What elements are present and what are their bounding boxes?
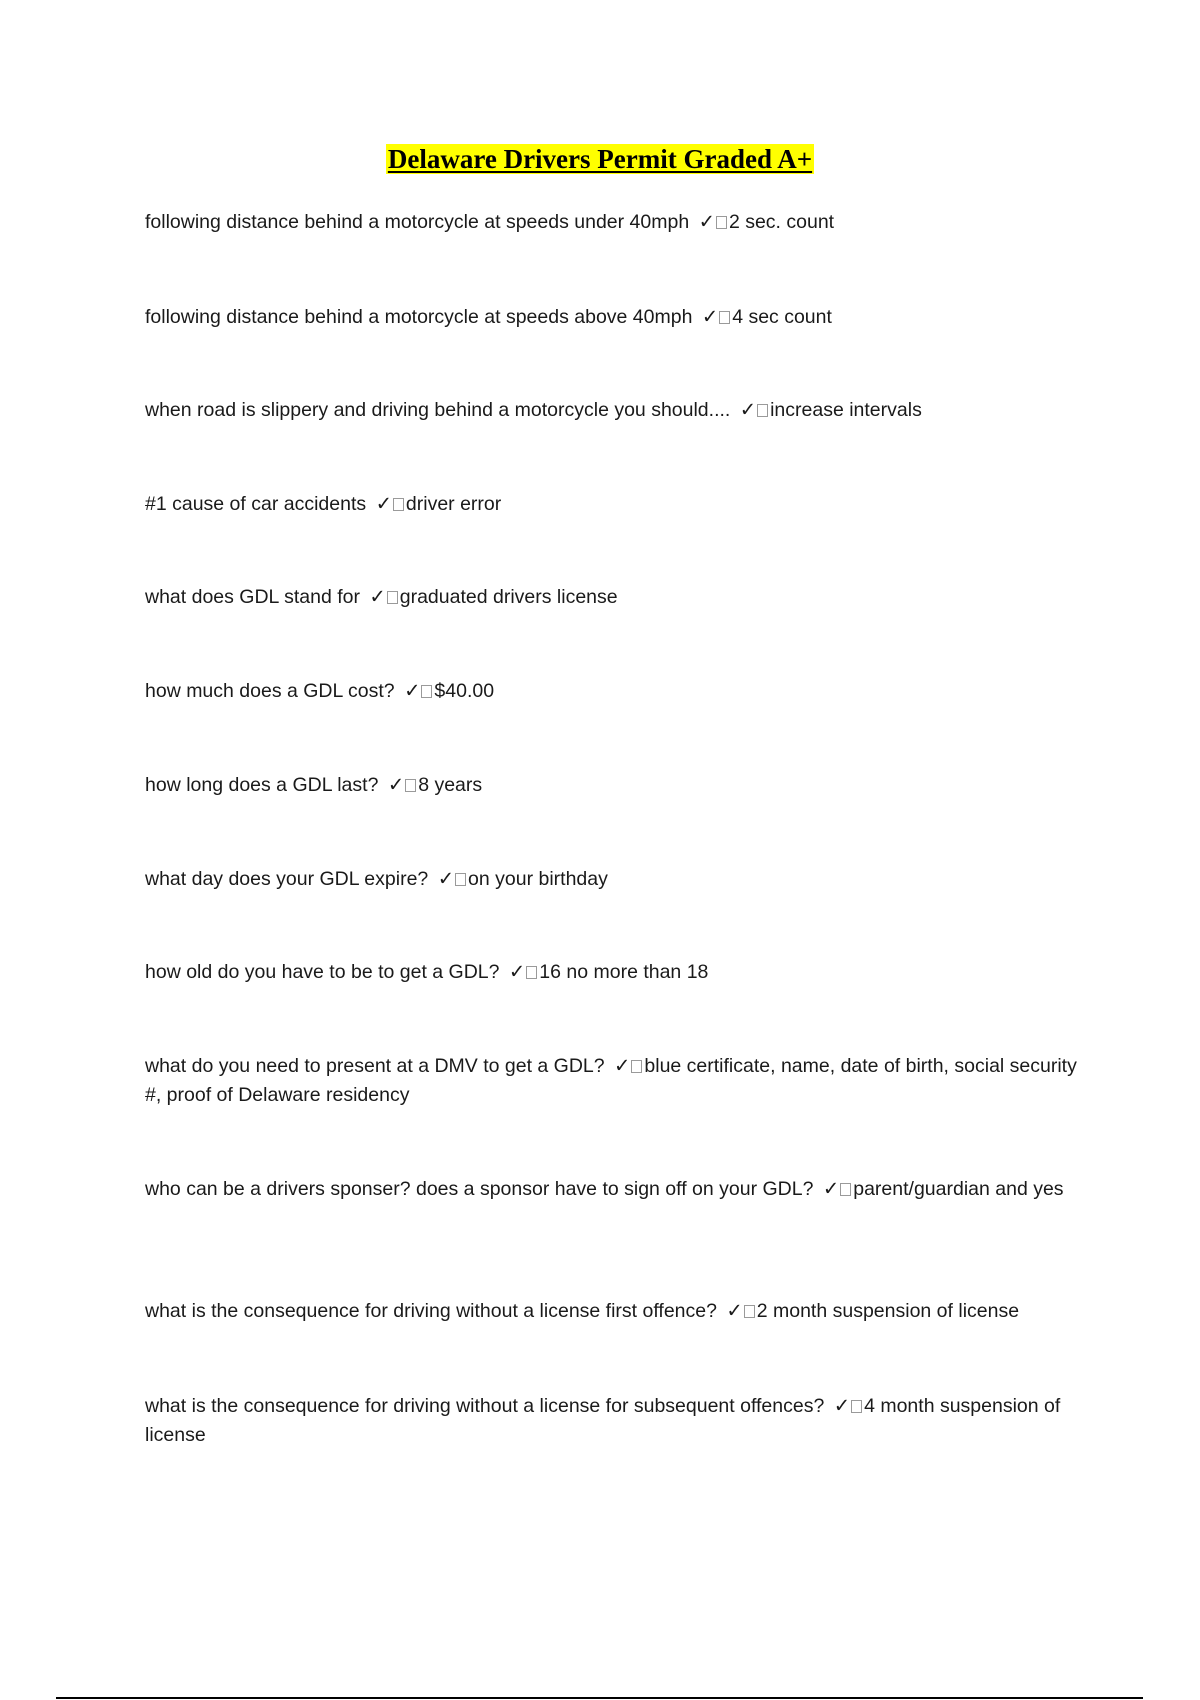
answer-text: $40.00 [434, 680, 495, 702]
check-icon: ✓ [387, 773, 405, 796]
question-text: how old do you have to be to get a GDL? [145, 961, 500, 983]
check-icon: ✓ [369, 585, 386, 608]
question-text: following distance behind a motorcycle at speeds above 40mph [145, 306, 693, 328]
answer-text: 2 month suspension of license [756, 1300, 1020, 1322]
checkbox-square-icon [719, 311, 730, 324]
checkbox-square-icon [744, 1305, 755, 1318]
check-icon: ✓ [701, 305, 719, 328]
qa-item [145, 1051, 1085, 1110]
checkbox-square-icon [455, 873, 466, 886]
check-icon: ✓ [698, 210, 715, 233]
question-text: what is the consequence for driving without a license for subsequent offences? [145, 1395, 825, 1417]
qa-item [145, 957, 1085, 987]
qa-item [145, 395, 1085, 425]
qa-item [145, 1174, 1085, 1204]
answer-text: increase intervals [770, 399, 922, 421]
question-text: what day does your GDL expire? [145, 868, 429, 890]
checkbox-square-icon [757, 404, 768, 417]
checkbox-square-icon [387, 591, 398, 604]
answer-text: 8 years [418, 774, 483, 796]
question-text: who can be a drivers sponser? does a sponsor have to sign off on your GDL? [145, 1178, 814, 1200]
checkbox-square-icon [840, 1183, 851, 1196]
qa-item [145, 207, 1085, 237]
check-icon: ✓ [739, 398, 757, 421]
check-icon: ✓ [508, 960, 526, 983]
qa-item [145, 676, 1085, 706]
document-title-text: Delaware Drivers Permit Graded A+ [387, 144, 813, 174]
qa-item [145, 864, 1085, 894]
question-text: following distance behind a motorcycle at speeds under 40mph [145, 211, 690, 233]
check-icon: ✓ [404, 679, 421, 702]
question-text: how much does a GDL cost? [145, 680, 395, 702]
answer-text: graduated drivers license [399, 586, 618, 608]
question-text: how long does a GDL last? [145, 774, 379, 796]
question-text: what does GDL stand for [145, 586, 360, 608]
checkbox-square-icon [405, 779, 416, 792]
check-icon: ✓ [614, 1054, 631, 1077]
qa-item [145, 1296, 1085, 1326]
answer-text: 4 month suspension of license [145, 1395, 1061, 1446]
question-text: what do you need to present at a DMV to get a GDL? [145, 1055, 605, 1077]
answer-text: driver error [405, 493, 502, 515]
answer-text: parent/guardian and yes [853, 1178, 1064, 1200]
checkbox-square-icon [631, 1060, 642, 1073]
check-icon: ✓ [726, 1299, 743, 1322]
question-text: #1 cause of car accidents [145, 493, 367, 515]
checkbox-square-icon [421, 685, 432, 698]
qa-item [145, 489, 1085, 519]
answer-text: 4 sec count [732, 306, 832, 328]
answer-text: on your birthday [468, 868, 608, 890]
qa-item [145, 1391, 1085, 1450]
check-icon: ✓ [833, 1394, 851, 1417]
qa-item [145, 770, 1085, 800]
document-title [0, 142, 1200, 176]
answer-text: 2 sec. count [728, 211, 835, 233]
checkbox-square-icon [526, 966, 537, 979]
check-icon: ✓ [375, 492, 392, 515]
answer-text: blue certificate, name, date of birth, social security #, proof of Delaware residency [145, 1055, 1077, 1106]
answer-text: 16 no more than 18 [539, 961, 709, 983]
checkbox-square-icon [851, 1400, 862, 1413]
check-icon: ✓ [437, 867, 455, 890]
footer-rule [56, 1697, 1143, 1699]
check-icon: ✓ [822, 1177, 840, 1200]
checkbox-square-icon [393, 498, 404, 511]
question-text: when road is slippery and driving behind a motorcycle you should.... [145, 399, 731, 421]
qa-item [145, 582, 1085, 612]
checkbox-square-icon [716, 216, 727, 229]
qa-item [145, 302, 1085, 332]
question-text: what is the consequence for driving without a license first offence? [145, 1300, 717, 1322]
